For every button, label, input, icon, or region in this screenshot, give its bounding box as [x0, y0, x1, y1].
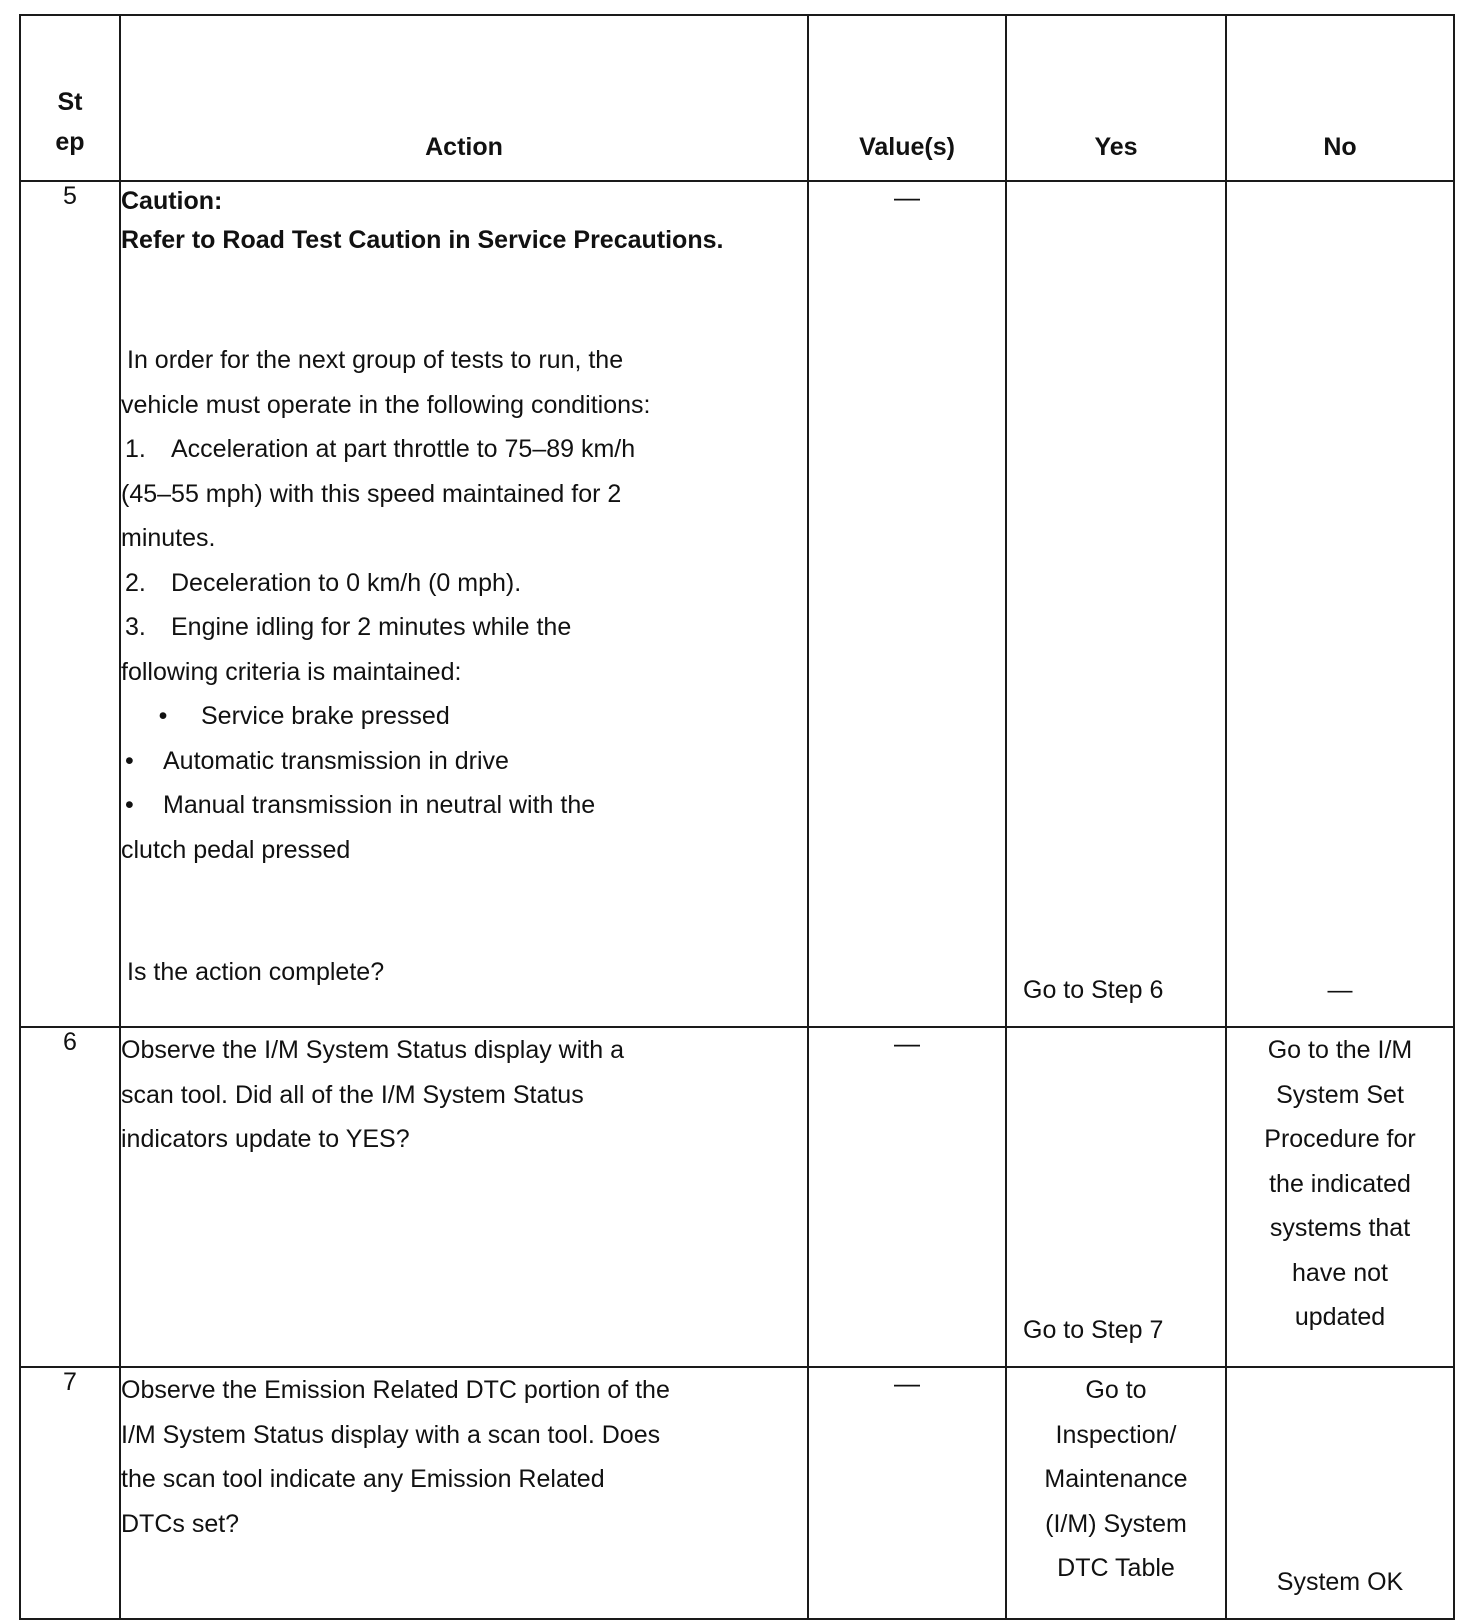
- no-line: systems that: [1269, 1214, 1411, 1242]
- diagnostic-step-table: [19, 14, 1455, 1620]
- no-cell: [1226, 1027, 1454, 1367]
- list-item-2: 2. Deceleration to 0 km/h (0 mph).: [121, 561, 807, 606]
- action-cell: [120, 1367, 808, 1619]
- value-cell: —: [808, 181, 1006, 1027]
- yes-outcome: Go to Step 6: [1023, 975, 1164, 1004]
- action-cell: [120, 181, 808, 1027]
- step-number: 6: [20, 1027, 120, 1367]
- action-line: I/M System Status display with a scan tool. Does: [121, 1420, 661, 1449]
- caution-title: Caution:: [121, 187, 223, 215]
- bullet-item-3-cont: clutch pedal pressed: [121, 835, 351, 864]
- list-number: 1.: [125, 435, 146, 463]
- header-step-line2: ep: [55, 128, 85, 156]
- no-cell: [1226, 181, 1454, 1027]
- action-line: Observe the Emission Related DTC portion of the: [121, 1376, 670, 1404]
- step-number: 7: [20, 1367, 120, 1619]
- list-number: 3.: [125, 613, 146, 641]
- no-cell: [1226, 1367, 1454, 1619]
- action-line: the scan tool indicate any Emission Related: [121, 1465, 605, 1493]
- action-line: Observe the I/M System Status display with a: [121, 1036, 624, 1064]
- bullet-item-3: • Manual transmission in neutral with the: [121, 783, 807, 828]
- yes-cell: [1006, 181, 1226, 1027]
- action-cell: [120, 1027, 808, 1367]
- no-line: the indicated: [1269, 1169, 1411, 1198]
- header-no: No: [1226, 15, 1454, 181]
- yes-line: DTC Table: [1057, 1554, 1175, 1582]
- list-item-1: 1. Acceleration at part throttle to 75–89 km/h: [121, 427, 807, 472]
- no-line: Go to the I/M: [1267, 1036, 1413, 1064]
- list-item-1-cont: minutes.: [121, 524, 216, 552]
- yes-cell: [1006, 1027, 1226, 1367]
- bullet-icon: •: [125, 746, 134, 775]
- list-item-1-cont: (45–55 mph) with this speed maintained for 2: [121, 479, 622, 508]
- action-line: DTCs set?: [121, 1509, 240, 1538]
- header-action: Action: [120, 15, 808, 181]
- table-row-step-7: [20, 1367, 1454, 1619]
- header-step-line1: St: [57, 88, 83, 116]
- yes-line: Maintenance: [1044, 1465, 1188, 1493]
- no-line: System Set: [1276, 1080, 1404, 1109]
- header-step: [20, 15, 120, 181]
- bullet-icon: •: [125, 791, 134, 819]
- no-outcome: —: [1327, 975, 1353, 1004]
- no-line: have not: [1292, 1258, 1388, 1287]
- bullet-item-1: • Service brake pressed: [121, 694, 807, 739]
- no-outcome: System OK: [1276, 1567, 1404, 1596]
- question: Is the action complete?: [127, 958, 385, 986]
- header-values: Value(s): [808, 15, 1006, 181]
- step-number: 5: [20, 181, 120, 1027]
- action-line: scan tool. Did all of the I/M System Status: [121, 1080, 584, 1109]
- list-item-3-cont: following criteria is maintained:: [121, 657, 462, 686]
- yes-line: Inspection/: [1055, 1420, 1177, 1449]
- yes-outcome: Go to Step 7: [1023, 1315, 1164, 1344]
- yes-cell: [1006, 1367, 1226, 1619]
- action-line: indicators update to YES?: [121, 1125, 410, 1153]
- no-line: Procedure for: [1264, 1125, 1416, 1153]
- list-item-3: 3. Engine idling for 2 minutes while the: [121, 605, 807, 650]
- table-row-step-6: [20, 1027, 1454, 1367]
- bullet-icon: •: [158, 702, 168, 730]
- bullet-item-2: • Automatic transmission in drive: [121, 739, 807, 784]
- caution-text: Refer to Road Test Caution in Service Precautions.: [121, 226, 724, 254]
- value-cell: —: [808, 1367, 1006, 1619]
- header-row: [20, 15, 1454, 181]
- value-cell: —: [808, 1027, 1006, 1367]
- no-line: updated: [1294, 1303, 1386, 1331]
- yes-line: Go to: [1085, 1376, 1147, 1404]
- table-row-step-5: [20, 181, 1454, 1027]
- list-number: 2.: [125, 568, 146, 597]
- header-yes: Yes: [1006, 15, 1226, 181]
- yes-line: (I/M) System: [1045, 1509, 1187, 1538]
- intro-line-1: In order for the next group of tests to run, the: [127, 346, 624, 374]
- intro-line-2: vehicle must operate in the following conditions:: [121, 390, 651, 419]
